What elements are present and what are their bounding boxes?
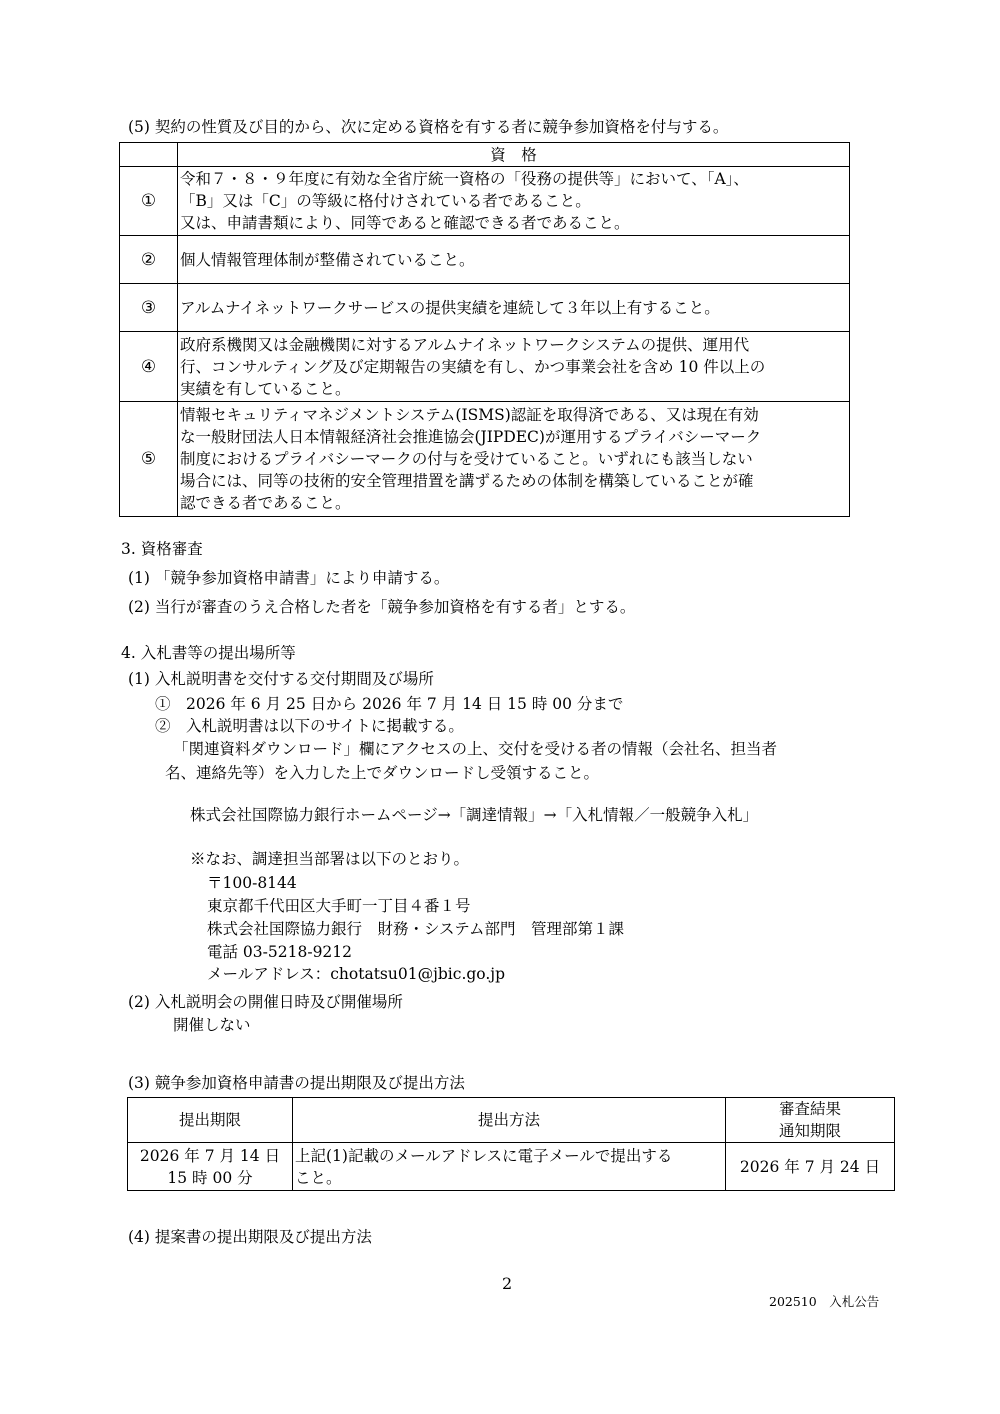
page-number: 2 [502,1274,513,1293]
row-text [178,332,850,402]
qualification-table [119,142,850,517]
submission-table [127,1097,895,1191]
section4-sub4-heading: (4) 提案書の提出期限及び提出方法 [128,1228,372,1246]
row-line: 行、コンサルティング及び定期報告の実績を有し、かつ事業会社を含め 10 件以上の [180,357,766,376]
row-number: ③ [120,284,178,332]
cell-line: 15 時 00 分 [167,1168,253,1187]
row-line: 場合には、同等の技術的安全管理措置を講ずるための体制を構築していることが確 [180,472,754,490]
section4-sub1-heading: (1) 入札説明書を交付する交付期間及び場所 [128,670,434,688]
row-line: 制度におけるプライバシーマークの付与を受けていること。いずれにも該当しない [180,450,753,468]
row-line: 又は、申請書類により、同等であると確認できる者であること。 [180,214,630,232]
header-line: 審査結果 [778,1100,841,1118]
method-cell [293,1143,726,1191]
table-row [120,236,850,284]
col-header-method: 提出方法 [293,1098,726,1143]
row-line: 認できる者であること。 [180,494,351,512]
table-row [128,1143,895,1191]
header-line: 通知期限 [778,1122,841,1140]
address: 東京都千代田区大手町一丁目４番１号 [207,897,471,915]
contact-note: ※なお、調達担当部署は以下のとおり。 [190,850,470,868]
table-row [120,167,850,236]
row-line: 情報セキュリティマネジメントシステム(ISMS)認証を取得済である、又は現在有効 [180,406,759,424]
sub2-text: 開催しない [173,1016,251,1034]
row-number: ⑤ [120,402,178,517]
row-text [178,236,850,284]
row-line: アルムナイネットワークサービスの提供実績を連続して３年以上有すること。 [180,298,720,317]
sub1-paragraph-line-2: 名、連絡先等）を入力した上でダウンロードし受領すること。 [165,764,600,782]
col-header-result [726,1098,895,1143]
table-row [120,284,850,332]
table-row [120,332,850,402]
row-number: ① [120,167,178,236]
department: 株式会社国際協力銀行 財務・システム部門 管理部第１課 [207,920,624,938]
table-corner-cell [120,143,178,167]
row-text [178,402,850,517]
sub1-item-2: ② 入札説明書は以下のサイトに掲載する。 [155,717,464,735]
row-number: ④ [120,332,178,402]
deadline-cell [128,1143,293,1191]
row-line: 個人情報管理体制が整備されていること。 [180,250,475,269]
section3-item-1: (1) 「競争参加資格申請書」により申請する。 [128,569,450,587]
row-text [178,167,850,236]
row-line: な一般財団法人日本情報経済社会推進協会(JIPDEC)が運用するプライバシーマーク [180,428,762,446]
cell-line: 2026 年 7 月 14 日 [139,1146,281,1165]
result-deadline-cell: 2026 年 7 月 24 日 [726,1143,895,1191]
row-line: 実績を有していること。 [180,379,351,398]
row-line: 政府系機関又は金融機関に対するアルムナイネットワークシステムの提供、運用代 [180,335,750,354]
section4-sub3-heading: (3) 競争参加資格申請書の提出期限及び提出方法 [128,1074,465,1092]
document-code: 202510 入札公告 [769,1294,880,1309]
sub1-paragraph-line-1: 「関連資料ダウンロード」欄にアクセスの上、交付を受ける者の情報（会社名、担当者 [173,740,778,758]
sub1-item-1: ① 2026 年 6 月 25 日から 2026 年 7 月 14 日 15 時 00 分まで [155,695,624,713]
email: メールアドレス：chotatsu01@jbic.go.jp [207,965,506,983]
website-path: 株式会社国際協力銀行ホームページ→「調達情報」→「入札情報／一般競争入札」 [190,806,759,824]
row-number: ② [120,236,178,284]
row-text [178,284,850,332]
row-line: 「B」又は「C」の等級に格付けされている者であること。 [180,192,591,210]
section3-item-2: (2) 当行が審査のうえ合格した者を「競争参加資格を有する者」とする。 [128,598,636,616]
section4-heading: 4. 入札書等の提出場所等 [121,644,296,662]
postal-code: 〒100-8144 [207,874,297,892]
section4-sub2-heading: (2) 入札説明会の開催日時及び開催場所 [128,993,403,1011]
phone: 電話 03-5218-9212 [207,943,353,961]
cell-line: こと。 [295,1168,342,1187]
section5-heading: (5) 契約の性質及び目的から、次に定める資格を有する者に競争参加資格を付与する。 [128,118,729,136]
section3-heading: 3. 資格審査 [121,540,203,558]
row-line: 令和７・８・９年度に有効な全省庁統一資格の「役務の提供等」において、「A」、 [180,170,749,188]
table-header-qualification: 資 格 [178,143,850,167]
col-header-deadline: 提出期限 [128,1098,293,1143]
cell-line: 上記(1)記載のメールアドレスに電子メールで提出する [295,1146,673,1165]
table-row [120,402,850,517]
